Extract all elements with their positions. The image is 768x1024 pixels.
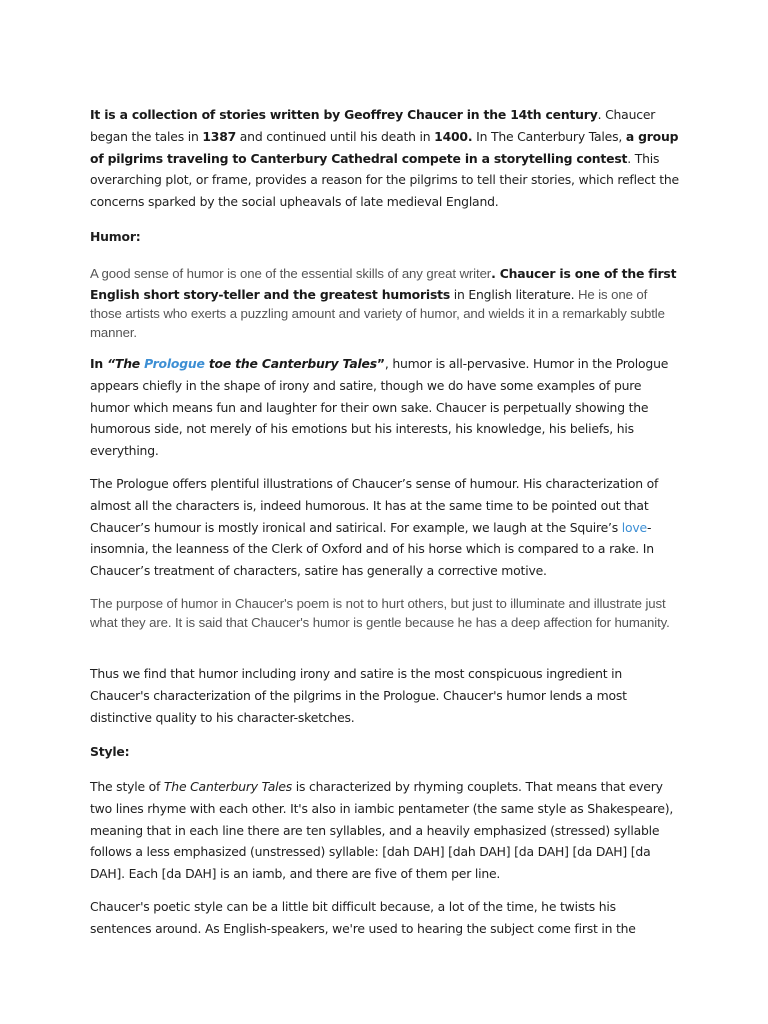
canterbury-tales-title: The Canterbury Tales — [163, 779, 293, 795]
poetic-style-paragraph: Chaucer's poetic style can be a little bit difficult because, a lot of the time, he twists his sentences around. As English-speakers, we're used to hearing the subject come first in the — [90, 899, 636, 936]
prologue-title-start: “The — [107, 356, 145, 372]
pilgrims-bold-phrase: a group of pilgrims traveling to Canterbury Cathedral compete in a storytelling contest — [90, 128, 679, 166]
intro-text: In The Canterbury Tales, — [472, 128, 626, 144]
style-paragraph — [90, 776, 680, 884]
humour-text: -insomnia, the leanness of the Clerk of Oxford and of his horse which is compared to a rake. In Chaucer’s treatment of characters, satire has generally a corrective motive. — [90, 519, 654, 578]
intro-text: and continued until his death in — [236, 128, 435, 144]
intro-text: . This overarching plot, or frame, provides a reason for the pilgrims to tell their stories, which reflect the concerns sparked by the social upheavals of late medieval England. — [90, 150, 679, 209]
humor-text: A good sense of humor is one of the essential skills of any great writer — [90, 266, 492, 282]
intro-period: . — [467, 128, 473, 144]
prologue-in: In — [90, 356, 108, 372]
style-heading: Style: — [90, 744, 130, 760]
purpose-paragraph: The purpose of humor in Chaucer's poem is not to hurt others, but just to illuminate and illustrate just what they are. It is said that Chaucer's humor is gentle because he has a deep affection for humanity. — [90, 596, 670, 630]
humour-illustrations-paragraph — [90, 473, 680, 581]
intro-paragraph — [90, 104, 680, 212]
intro-text: . Chaucer began the tales in — [90, 107, 656, 144]
irony-satire-paragraph: Thus we find that humor including irony and satire is the most conspicuous ingredient in Chaucer's characterization of the pilgrims in the Prologue. Chaucer's humor lends a most distinctive quality to his character-sketches. — [90, 666, 627, 725]
humor-text: in English literature. — [450, 287, 575, 303]
style-text: is characterized by rhyming couplets. That means that every two lines rhyme with each other. It's also in iambic pentameter (the same style as Shakespeare), meaning that in each line there are ten syllables, and a heavily emphasized (stressed) syllable follows a less emphasized (unstressed) syllable: [dah DAH] [dah DAH] [da DAH] [da DAH] [da DAH]. Each [da DAH] is an iamb, and there are five of them per line. — [90, 779, 674, 881]
prologue-quote: ” — [376, 356, 385, 372]
intro-bold-sentence: It is a collection of stories written by Geoffrey Chaucer in the 14th century — [90, 107, 598, 123]
year-1400: 1400 — [434, 128, 468, 144]
year-1387: 1387 — [202, 128, 237, 144]
prologue-paragraph — [90, 353, 680, 461]
humor-heading: Humor: — [90, 229, 141, 245]
humor-text: He is one of those artists who exerts a puzzling amount and variety of humor, and wields it in a remarkably subtle manner. — [90, 287, 665, 340]
humour-text: The Prologue offers plentiful illustrations of Chaucer’s sense of humour. His characterization of almost all the characters is, indeed humorous. It has at the same time to be pointed out that Chaucer’s humour is mostly ironical and satirical. For example, we laugh at the Squire’s — [90, 476, 659, 535]
chaucer-bold-sentence: . Chaucer is one of the first English short story-teller and the greatest humorists — [90, 266, 677, 303]
prologue-text: , humor is all-pervasive. Humor in the Prologue appears chiefly in the shape of irony and satire, though we do have some examples of pure humor which means fun and laughter for their own sake. Chaucer is perpetually showing the humorous side, not merely of his emotions but his interests, his knowledge, his beliefs, his everything. — [90, 356, 669, 458]
love-link[interactable]: love — [621, 519, 647, 535]
prologue-link[interactable]: Prologue — [144, 356, 205, 372]
prologue-title-end: toe the Canterbury Tales — [204, 356, 377, 372]
humor-paragraph-1 — [90, 263, 680, 342]
style-text: The style of — [90, 779, 164, 795]
